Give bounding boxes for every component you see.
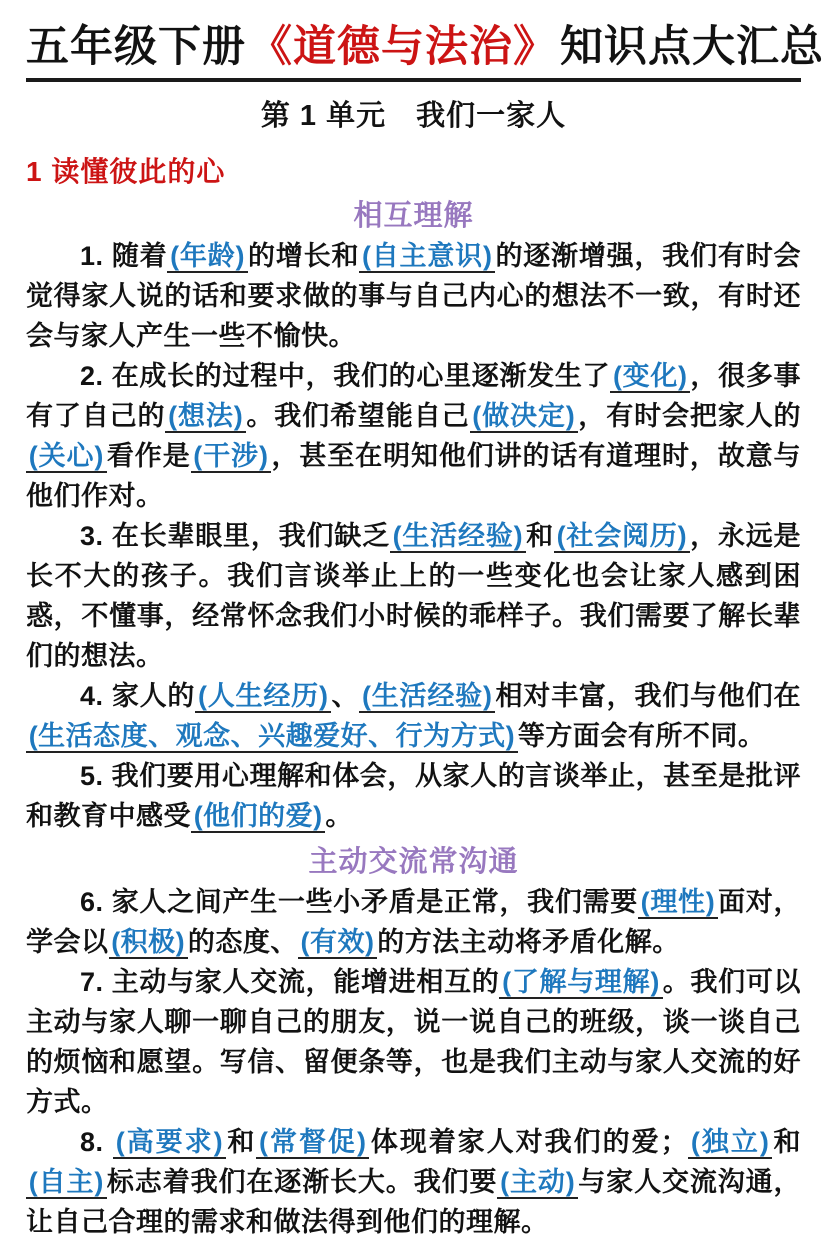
blank-term: (年龄) (167, 241, 247, 273)
blank-term: (自主意识) (359, 241, 495, 273)
page-title-highlight: 《道德与法治》 (249, 23, 557, 71)
paragraph: 1. 随着(年龄)的增长和(自主意识)的逐渐增强，我们有时会觉得家人说的话和要求做的事与自己内心的想法不一致，有时还会与家人产生一些不愉快。 (26, 240, 802, 351)
lesson-heading: 1 读懂彼此的心 (26, 155, 226, 187)
blank-term: (生活经验) (359, 681, 495, 713)
blank-term: (自主) (26, 1167, 107, 1199)
blank-term: (常督促) (256, 1127, 369, 1159)
blank-term: (他们的爱) (191, 801, 325, 833)
unit-title: 第 1 单元 我们一家人 (260, 99, 567, 132)
blank-term: (人生经历) (195, 681, 331, 713)
paragraph: 7. 主动与家人交流，能增进相互的(了解与理解)。我们可以主动与家人聊一聊自己的朋友，说一说自己的班级，谈一谈自己的烦恼和愿望。写信、留便条等，也是我们主动与家人交流的好方式。 (26, 966, 801, 1117)
blank-term: (独立) (688, 1127, 772, 1159)
blank-term: (变化) (610, 361, 690, 393)
page-title-pre: 五年级下册 (26, 23, 246, 71)
blank-term: (社会阅历) (554, 521, 690, 553)
blank-term: (生活经验) (390, 521, 526, 553)
page-title-post: 知识点大汇总 (560, 23, 824, 71)
paragraph: 5. 我们要用心理解和体会，从家人的言谈举止，甚至是批评和教育中感受(他们的爱)。 (26, 760, 801, 831)
section-heading: 相互理解 (353, 199, 474, 232)
blank-term: (有效) (298, 927, 377, 959)
blank-term: (理性) (638, 887, 718, 919)
section-heading: 主动交流常沟通 (308, 845, 519, 878)
blank-term: (做决定) (470, 401, 578, 433)
blank-term: (高要求) (113, 1127, 226, 1159)
paragraph: 6. 家人之间产生一些小矛盾是正常，我们需要(理性)面对，学会以(积极)的态度、(有效)的方法主动将矛盾化解。 (26, 886, 801, 957)
blank-term: (了解与理解) (499, 967, 662, 999)
blank-term: (干涉) (191, 441, 272, 473)
blank-term: (主动) (497, 1167, 578, 1199)
page-title (26, 22, 824, 82)
blank-term: (关心) (26, 441, 107, 473)
paragraph: 4. 家人的(人生经历)、(生活经验)相对丰富，我们与他们在(生活态度、观念、兴趣爱好、行为方式)等方面会有所不同。 (26, 676, 801, 756)
blank-term: (生活态度、观念、兴趣爱好、行为方式) (26, 721, 518, 753)
sections (26, 196, 801, 1242)
paragraph: 8. (高要求)和(常督促)体现着家人对我们的爱；(独立)和(自主)标志着我们在逐渐长大。我们要(主动)与家人交流沟通，让自己合理的需求和做法得到他们的理解。 (26, 1126, 802, 1237)
blank-term: (想法) (165, 401, 246, 433)
paragraph: 2. 在成长的过程中，我们的心里逐渐发生了(变化)，很多事有了自己的(想法)。我们希望能自己(做决定)，有时会把家人的(关心)看作是(干涉)，甚至在明知他们讲的话有道理时，故意与他们作对。 (26, 360, 802, 511)
blank-term: (积极) (109, 927, 188, 959)
paragraph: 3. 在长辈眼里，我们缺乏(生活经验)和(社会阅历)，永远是长不大的孩子。我们言谈举止上的一些变化也会让家人感到困惑，不懂事，经常怀念我们小时候的乖样子。我们需要了解长辈们的想法。 (26, 520, 802, 671)
